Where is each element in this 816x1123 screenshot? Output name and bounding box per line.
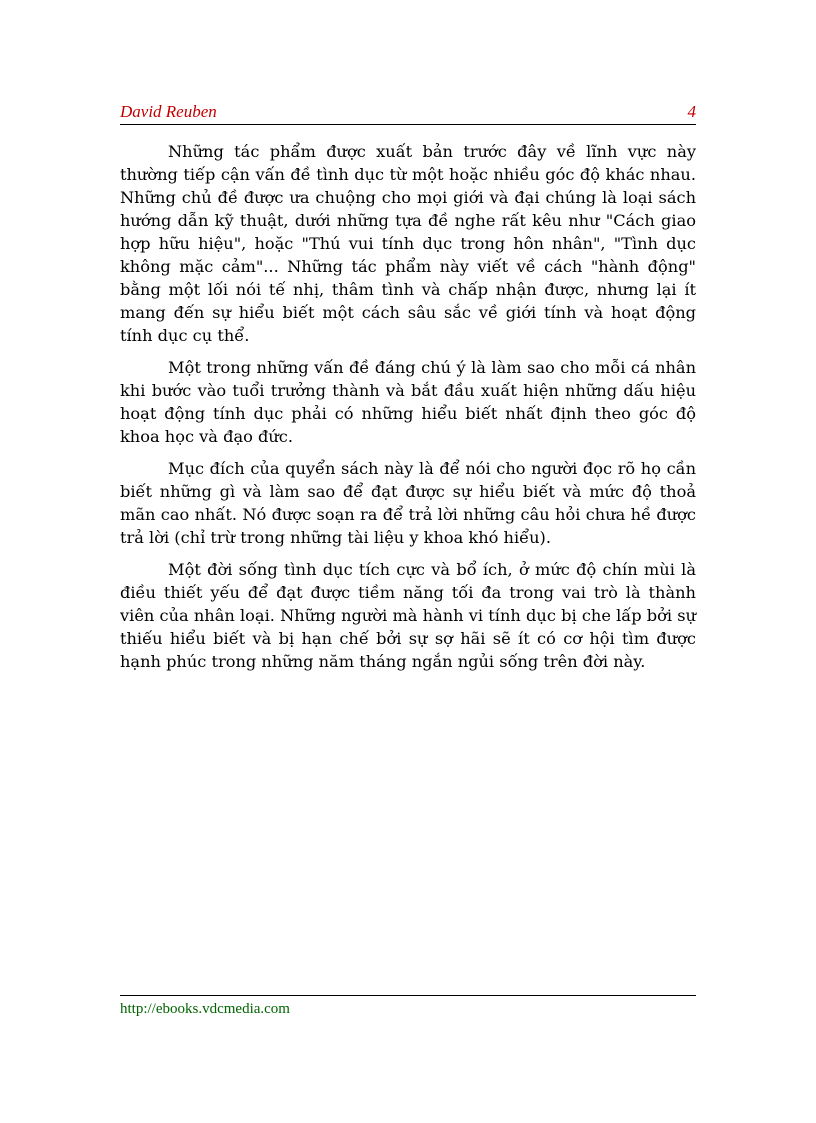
header-author: David Reuben (120, 102, 217, 121)
page-footer (120, 995, 696, 1018)
paragraph: Một trong những vấn đề đáng chú ý là làm sao cho mỗi cá nhân khi bước vào tuổi trưởng thành và bắt đầu xuất hiện những dấu hiệu hoạt động tính dục phải có những hiểu biết nhất định theo góc độ khoa học và đạo đức. (120, 358, 696, 446)
paragraph: Một đời sống tình dục tích cực và bổ ích, ở mức độ chín mùi là điều thiết yếu để đạt được tiềm năng tối đa trong vai trò là thành viên của nhân loại. Những người mà hành vi tính dục bị che lấp bởi sự thiếu hiểu biết và bị hạn chế bởi sự sợ hãi sẽ ít có cơ hội tìm được hạnh phúc trong những năm tháng ngắn ngủi sống trên đời này. (120, 560, 696, 671)
paragraph: Mục đích của quyển sách này là để nói cho người đọc rõ họ cần biết những gì và làm sao để đạt được sự hiểu biết và mức độ thoả mãn cao nhất. Nó được soạn ra để trả lời những câu hỏi chưa hề được trả lời (chỉ trừ trong những tài liệu y khoa khó hiểu). (120, 459, 696, 547)
header-page-number: 4 (687, 102, 696, 121)
body-text (120, 140, 696, 682)
page-header (120, 102, 696, 125)
footer-url-link[interactable]: http://ebooks.vdcmedia.com (120, 1001, 290, 1017)
paragraph: Những tác phẩm được xuất bản trước đây về lĩnh vực này thường tiếp cận vấn đề tình dục từ một hoặc nhiều góc độ khác nhau. Những chủ đề được ưa chuộng cho mọi giới và đại chúng là loại sách hướng dẫn kỹ thuật, dưới những tựa đề nghe rất kêu như "Cách giao hợp hữu hiệu", hoặc "Thú vui tính dục trong hôn nhân", "Tình dục không mặc cảm"... Những tác phẩm này viết về cách "hành động" bằng một lối nói tế nhị, thâm tình và chấp nhận được, nhưng lại ít mang đến sự hiểu biết một cách sâu sắc về giới tính và hoạt động tính dục cụ thể. (120, 142, 696, 345)
